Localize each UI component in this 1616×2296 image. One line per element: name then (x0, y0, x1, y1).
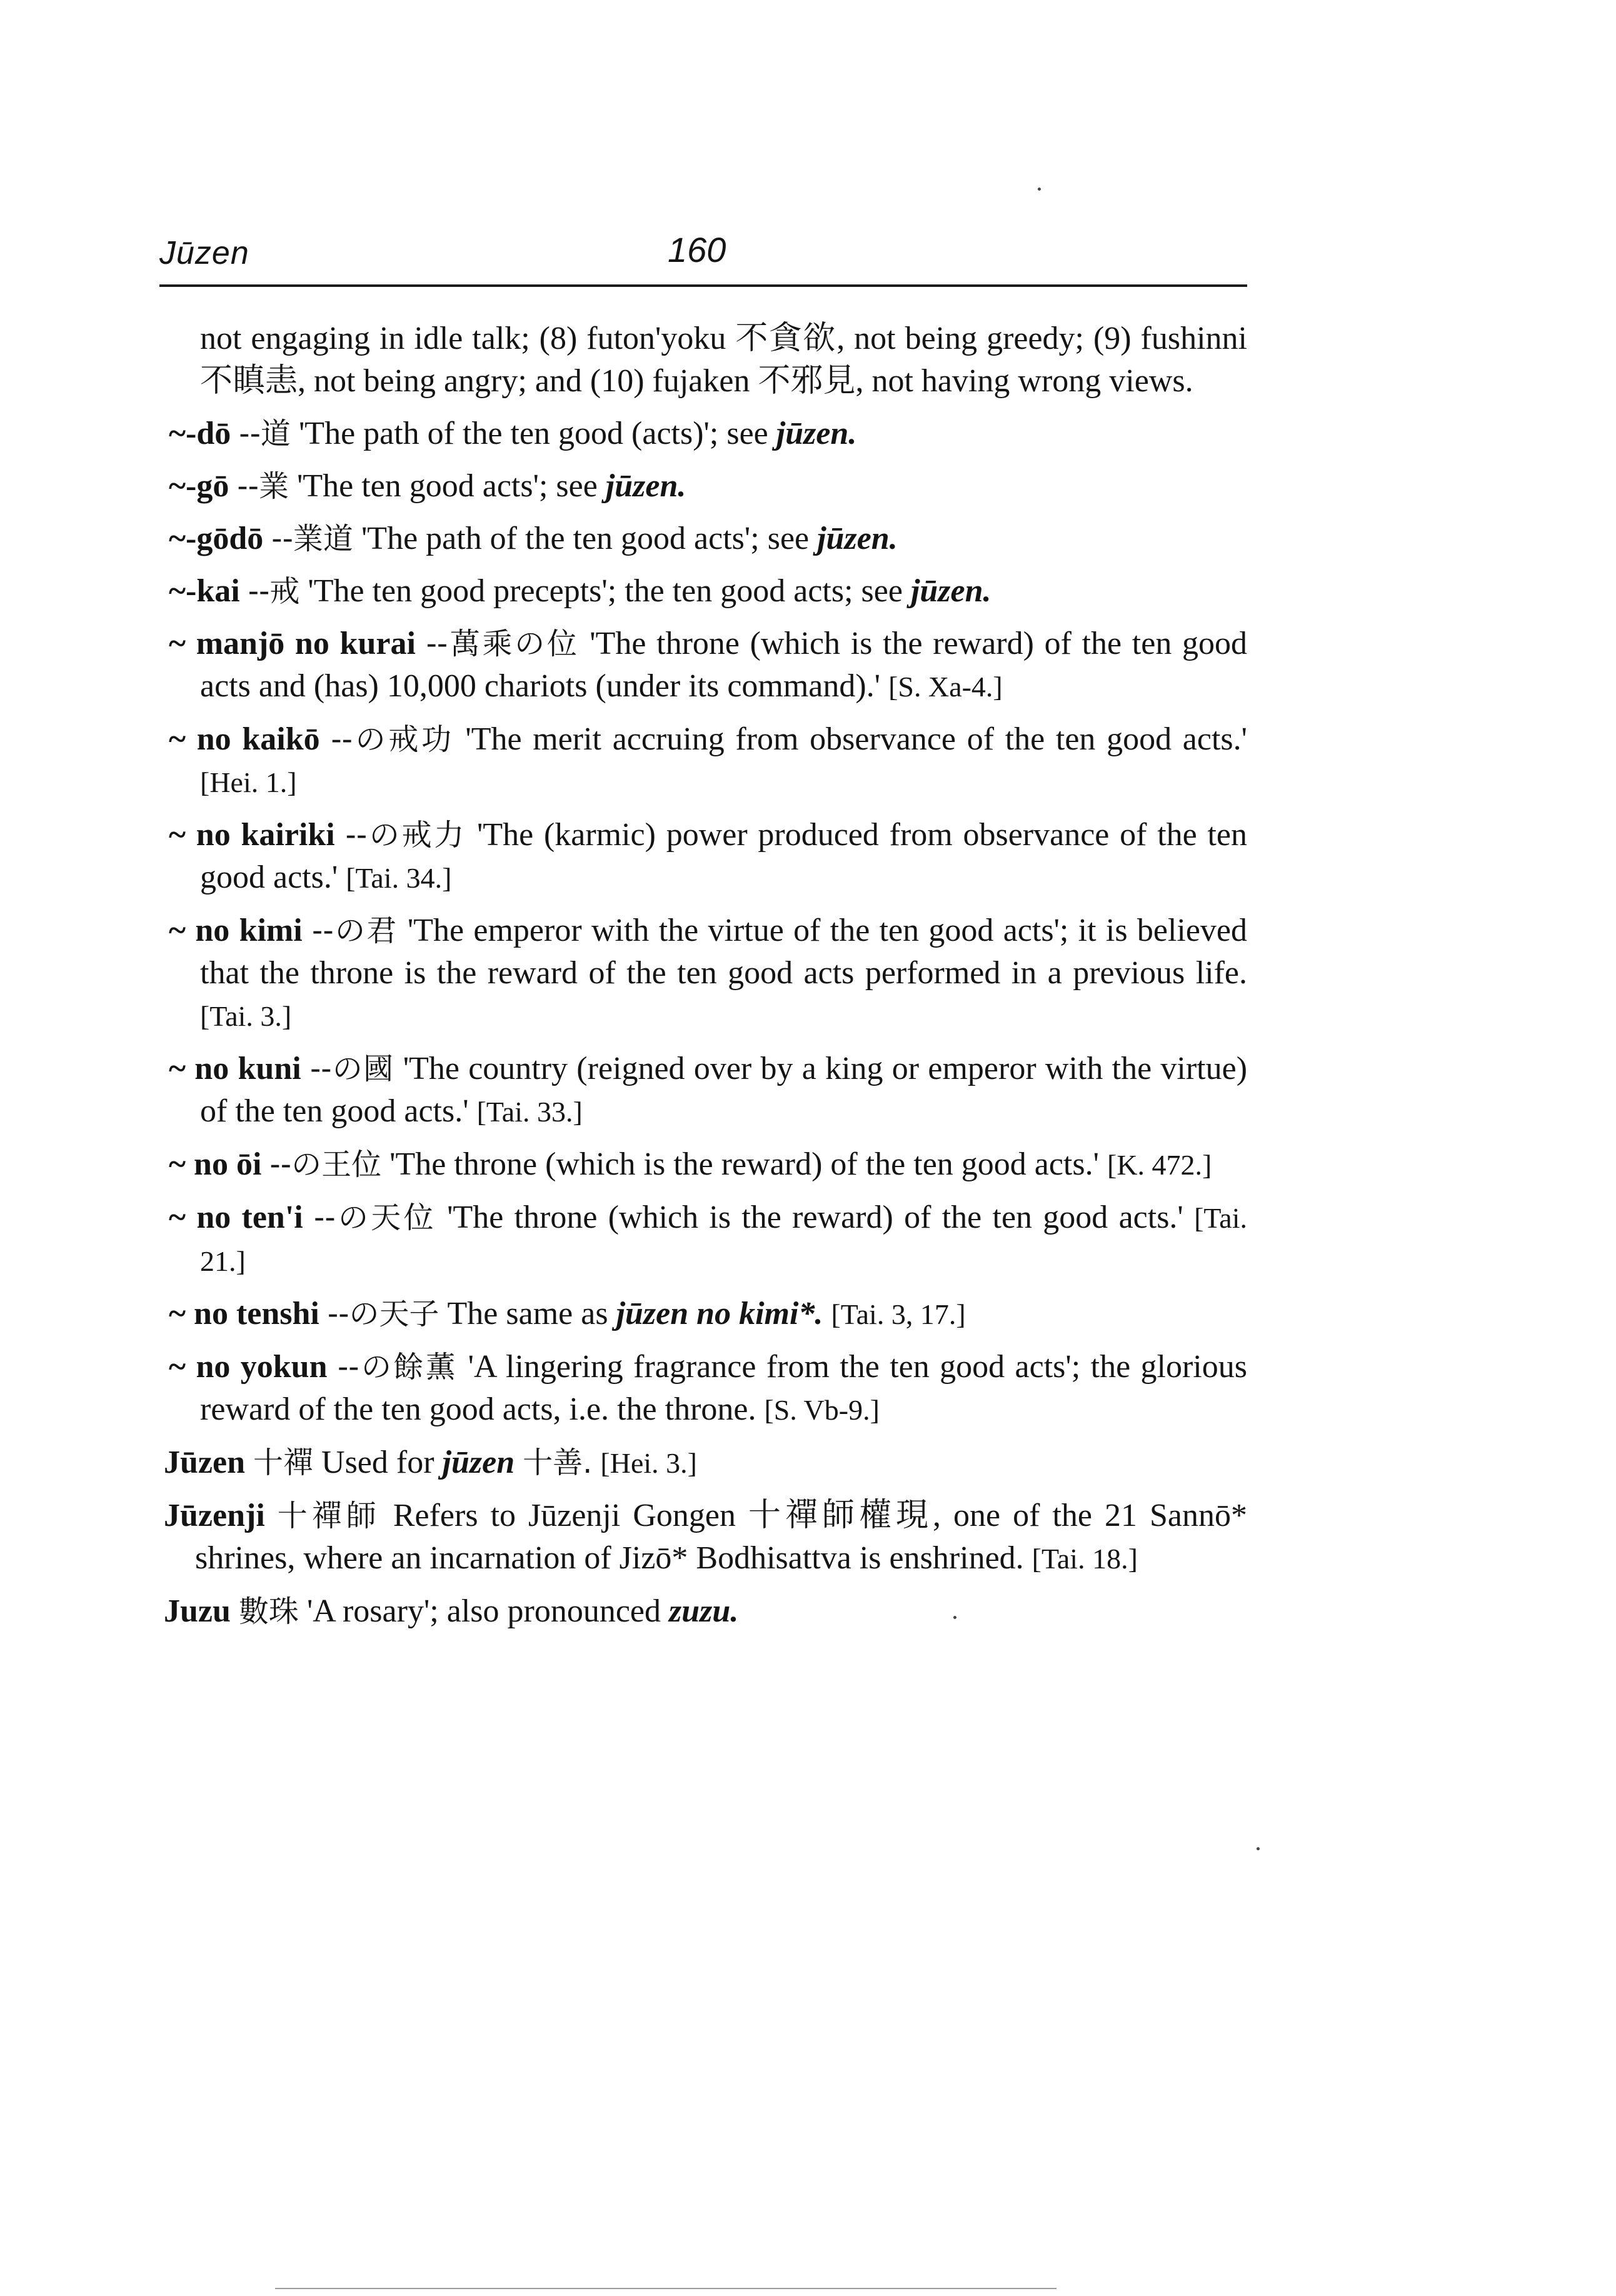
continuation-text: not engaging in idle talk; (8) futon'yoku 不貪欲, not being greedy; (9) fushinni 不瞋恚, not being angry; and (10) fujaken 不邪見, not having wrong views. (200, 321, 1247, 399)
entry-kanji: --道 (239, 416, 291, 451)
entry-no-oi (169, 1143, 1247, 1186)
entry-headword: ~-kai (169, 573, 240, 609)
entry-gloss: 'A lingering fragrance from the ten good acts'; the glorious reward of the ten good acts, i.e. the throne. (200, 1349, 1247, 1427)
running-head-word: Jūzen (159, 235, 249, 271)
entry-godo (169, 518, 1247, 560)
running-head (159, 230, 1247, 278)
entry-gloss: Refers to Jūzenji Gongen 十禪師權現, one of the 21 Sannō* shrines, where an incarnation of Jizō* Bodhisattva is enshrined. (195, 1498, 1248, 1576)
entry-headword: ~ no kuni (169, 1051, 301, 1086)
entry-gloss: 'The throne (which is the reward) of the ten good acts.' (389, 1146, 1099, 1182)
entry-source-ref: [Tai. 3, 17.] (831, 1298, 966, 1330)
entry-source-ref: [Tai. 33.] (476, 1096, 583, 1128)
entry-headword: ~ no kaikō (169, 721, 320, 757)
entry-kanji: 十禪 (253, 1445, 314, 1480)
entry-gloss: 'The merit accruing from observance of the ten good acts.' (465, 721, 1248, 757)
entry-kanji: --業 (237, 469, 289, 504)
entry-gloss: 'The country (reigned over by a king or emperor with the virtue) of the ten good acts.' (200, 1051, 1248, 1129)
entry-kanji: --の餘薫 (337, 1350, 458, 1385)
entry-kanji: --の天位 (314, 1200, 436, 1235)
entry-kai (169, 570, 1247, 613)
entry-xref: jūzen no kimi*. (616, 1296, 823, 1331)
entry-continuation (169, 318, 1247, 403)
entry-no-kairiki (169, 814, 1247, 900)
entry-headword: ~ no ōi (169, 1146, 262, 1182)
entry-kanji: --の戒功 (331, 722, 454, 757)
entry-xref: jūzen. (910, 573, 991, 609)
entry-kanji: --戒 (248, 574, 300, 609)
entry-headword: Jūzenji (164, 1498, 265, 1533)
entry-kanji: --の國 (309, 1051, 394, 1086)
entry-xref: jūzen (442, 1445, 515, 1480)
entry-headword: ~ no yokun (169, 1349, 328, 1385)
entry-kanji: --の王位 (269, 1147, 382, 1182)
entry-kanji: --の君 (312, 913, 398, 948)
entry-no-kimi (169, 910, 1247, 1038)
entry-kanji: 十禪師 (277, 1498, 381, 1533)
entry-headword: ~-dō (169, 416, 231, 451)
page-number: 160 (668, 230, 726, 269)
entry-source-ref: [Tai. 3.] (200, 1000, 292, 1032)
entry-source-ref: [S. Vb-9.] (764, 1394, 880, 1426)
entry-gloss: 'A rosary'; also pronounced (306, 1593, 661, 1629)
scan-speck (1038, 188, 1041, 191)
entry-source-ref: [Hei. 1.] (200, 766, 297, 798)
entry-juzu (164, 1590, 1247, 1633)
entry-source-ref: [S. Xa-4.] (888, 671, 1003, 703)
entry-xref: jūzen. (776, 416, 857, 451)
entry-kanji: --萬乘の位 (426, 626, 580, 661)
entry-gloss: 'The path of the ten good (acts)'; see (298, 416, 768, 451)
entry-gloss: 'The throne (which is the reward) of the ten good acts.' (447, 1200, 1183, 1235)
entry-kanji: --の戒力 (345, 818, 467, 853)
entry-headword: ~ no kimi (169, 913, 303, 948)
entry-gloss: 'The throne (which is the reward) of the ten good acts and (has) 10,000 chariots (under its command).' (200, 626, 1247, 704)
entry-xref: zuzu. (669, 1593, 739, 1629)
entry-gloss: 'The ten good precepts'; the ten good acts; see (308, 573, 903, 609)
entry-list (164, 318, 1248, 1643)
header-rule (159, 284, 1247, 287)
entry-source-ref: [Tai. 18.] (1031, 1543, 1138, 1575)
entry-xref: jūzen. (605, 468, 686, 504)
entry-source-ref: [Tai. 34.] (346, 862, 452, 894)
scan-speck (1257, 1847, 1260, 1850)
entry-gloss: Used for (321, 1445, 434, 1480)
entry-headword: ~ no ten'i (169, 1200, 303, 1235)
entry-headword: Juzu (164, 1593, 231, 1629)
entry-gloss: The same as (447, 1296, 608, 1331)
entry-no-kuni (169, 1048, 1247, 1133)
entry-no-teni (169, 1196, 1247, 1283)
entry-headword: ~-gōdō (169, 521, 264, 556)
entry-kanji: --業道 (271, 521, 353, 556)
entry-kanji: 數珠 (238, 1594, 299, 1629)
entry-headword: ~ no kairiki (169, 817, 335, 853)
scan-speck (953, 1616, 956, 1619)
entry-gloss: 'The (karmic) power produced from observance of the ten good acts.' (200, 817, 1248, 895)
entry-source-ref: [Hei. 3.] (600, 1447, 697, 1479)
entry-juzenji (164, 1495, 1247, 1580)
entry-do (169, 413, 1247, 455)
entry-gloss: 'The ten good acts'; see (297, 468, 598, 504)
entry-gloss: 'The emperor with the virtue of the ten good acts'; it is believed that the throne is the reward of the ten good acts performed in a previous life. (200, 913, 1248, 991)
entry-no-kaiko (169, 718, 1247, 804)
entry-go (169, 465, 1247, 508)
entry-manjo-no-kurai (169, 623, 1247, 708)
entry-headword: ~-gō (169, 468, 229, 504)
entry-xref-kanji: 十善. (523, 1445, 593, 1480)
scan-edge-line (275, 2288, 1056, 2289)
entry-kanji: --の天子 (327, 1296, 439, 1331)
entry-no-yokun (169, 1346, 1247, 1431)
entry-no-tenshi (169, 1293, 1247, 1336)
entry-headword: ~ manjō no kurai (169, 626, 416, 661)
entry-source-ref: [K. 472.] (1107, 1149, 1212, 1181)
entry-gloss: 'The path of the ten good acts'; see (361, 521, 810, 556)
entry-source-ref: [Tai. 21.] (200, 1202, 1247, 1277)
entry-headword: ~ no tenshi (169, 1296, 319, 1331)
entry-juzen (164, 1441, 1247, 1485)
entry-xref: jūzen. (817, 521, 898, 556)
entry-headword: Jūzen (164, 1445, 245, 1480)
